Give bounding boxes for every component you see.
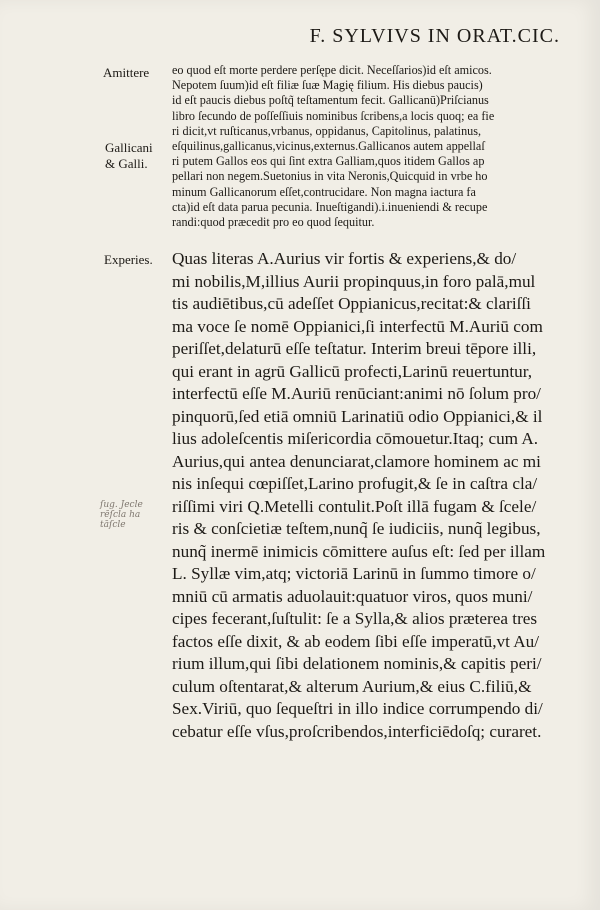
marginal-note-experies: Experies. <box>104 252 153 267</box>
main-text-line: tis audiētibus,cū adeſſet Oppianicus,recitat:& clariſſi <box>172 294 531 313</box>
main-text-line: periſſet,delaturū eſſe teſtatur. Interim breui tēpore illi, <box>172 339 537 358</box>
main-text-line: L. Syllæ vim,atq; victoriā Larinū in ſummo timore o/ <box>172 564 536 583</box>
main-text-line: mniū cū armatis aduolauit:quatuor viros, quos muni/ <box>172 586 533 606</box>
marginal-note-gallicani: Gallicani <box>105 140 153 155</box>
main-text-line: cipes fecerant,ſuſtulit: ſe a Sylla,& alios præterea tres <box>172 609 538 628</box>
commentary-line: id eſt paucis diebus poſtq̃ teſtamentum fecit. Gallicanū)Priſcianus <box>172 93 489 108</box>
main-text-line: nis inſequi cœpiſſet,Larino profugit,& ſe in caſtra cla/ <box>172 474 538 493</box>
commentary-block <box>172 63 586 230</box>
main-text-line: Aurius,qui antea denunciarat,clamore hominem ac mi <box>172 451 541 471</box>
commentary-line: ri dicit,vt ruſticanus,vrbanus, oppidanus, Capitolinus, palatinus, <box>172 123 482 138</box>
commentary-line: eſquilinus,gallicanus,vicinus,externus.Gallicanos autem appellaſ <box>172 139 485 154</box>
commentary-line: ri putem Gallos eos qui ſint extra Galliam,quos itidem Gallos ap <box>172 154 485 169</box>
commentary-line: Nepotem ſuum)id eſt filiæ ſuæ Magię filium. His diebus paucis) <box>172 78 483 93</box>
marginal-note-amittere: Amittere <box>103 65 150 80</box>
main-text-line: ma voce ſe nomē Oppianici,ſi interfectū M.Auriū com <box>172 316 543 336</box>
commentary-line: minum Gallicanorum eſſet,contrucidare. Non magna iactura fa <box>172 184 476 199</box>
handwritten-line-3: tāſcle <box>100 520 126 530</box>
main-text-line: nunq̃ inermē inimicis cōmittere auſus eſt: ſed per illam <box>172 541 546 561</box>
main-text-line: factos eſſe dixit, & ab eodem ſibi eſſe imperatū,vt Au/ <box>172 631 540 651</box>
commentary-line: pellari non negem.Suetonius in vita Neronis,Quicquid in vrbe ho <box>172 169 488 184</box>
main-text-line: cebatur eſſe vſus,proſcribendos,interficiēdoſq; curaret. <box>172 721 542 741</box>
main-text-line: Quas literas A.Aurius vir fortis & experiens,& do/ <box>172 249 517 268</box>
main-text-line: ris & conſcietiæ teſtem,nunq̃ ſe iudiciis, nunq̃ legibus, <box>172 519 541 538</box>
main-text-line: rium illum,qui ſibi delationem nominis,& capitis peri/ <box>172 654 542 673</box>
marginal-note-galli: & Galli. <box>105 156 148 171</box>
commentary-line: eo quod eſt morte perdere perſępe dicit. Neceſſarios)id eſt amicos. <box>172 63 492 77</box>
main-text-line: interfectū eſſe M.Auriū renūciant:animi nō ſolum pro/ <box>172 384 541 403</box>
handwritten-margin-note <box>100 500 143 530</box>
running-head: F. SYLVIVS IN ORAT.CIC. <box>309 25 560 47</box>
handwritten-line-2: rēſcla ha <box>100 510 141 520</box>
main-text-line: culum oſtentarat,& alterum Aurium,& eius C.filiū,& <box>172 676 532 696</box>
main-text-line: qui erant in agrū Gallicū profecti,Larinū reuertuntur, <box>172 361 533 381</box>
commentary-line: libro ſecundo de poſſeſſiuis nominibus ſcribens,a locis quoq; ea fie <box>172 108 495 123</box>
main-text-line: Sex.Viriū, quo ſequeſtri in illo indice corrumpendo di/ <box>172 699 543 718</box>
main-text-line: riſſimi viri Q.Metelli contulit.Poſt illā fugam & ſcele/ <box>172 496 537 516</box>
handwritten-line-1: ſug. Jecle <box>100 500 143 510</box>
commentary-line: randi:quod præcedit pro eo quod ſequitur. <box>172 215 375 230</box>
main-text-block <box>172 248 582 743</box>
main-text-line: lius adoleſcentis miſericordia cōmouetur.Itaq; cum A. <box>172 429 539 448</box>
commentary-line: cta)id eſt data parua pecunia. Inueſtigandi).i.inueniendi & recupe <box>172 199 488 214</box>
main-text-line: mi nobilis,M,illius Aurii propinquus,in foro palā,mul <box>172 271 536 291</box>
main-text-line: pinquorū,ſed etiā omniū Larinatiū odio Oppianici,& il <box>172 406 543 426</box>
